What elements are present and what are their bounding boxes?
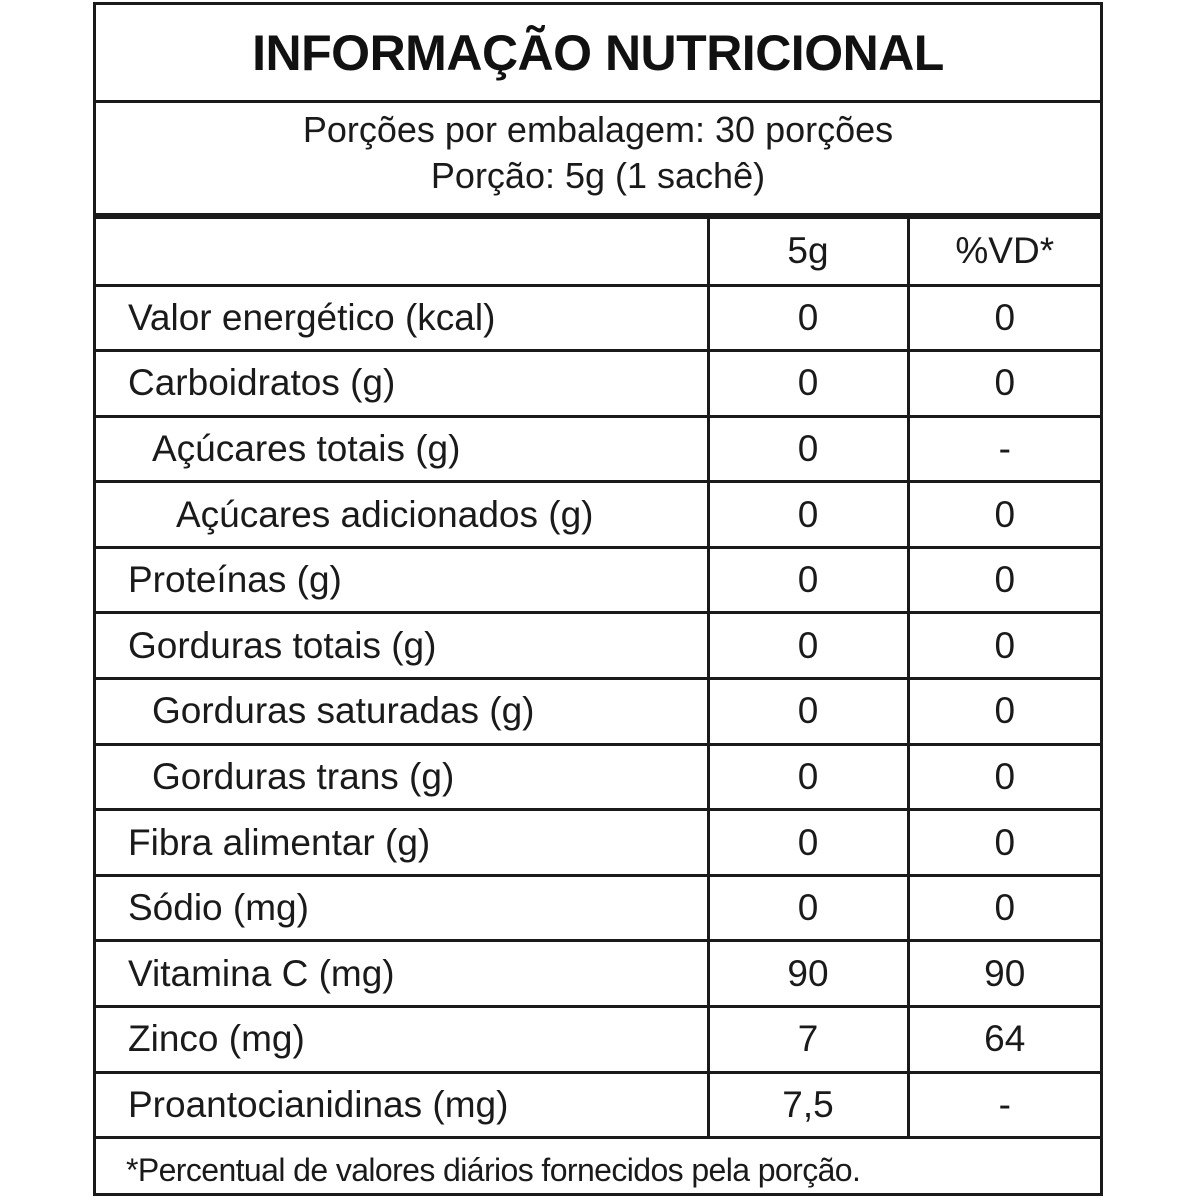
table-row: [96, 941, 1100, 1007]
nutrient-amount: 0: [708, 351, 908, 417]
portion-size: Porção: 5g (1 sachê): [430, 155, 766, 196]
nutrient-daily-value: 0: [908, 351, 1100, 417]
nutrient-amount: 0: [708, 810, 908, 876]
nutrient-amount: 0: [708, 744, 908, 810]
table-row: [96, 744, 1100, 810]
table-row: [96, 547, 1100, 613]
nutrient-amount: 0: [708, 547, 908, 613]
daily-value-footnote: *Percentual de valores diários fornecidos pela porção.: [126, 1151, 861, 1188]
nutrient-name: Gorduras saturadas (g): [96, 679, 708, 745]
nutrient-name: Proantocianidinas (mg): [96, 1072, 708, 1138]
nutrient-name: Valor energético (kcal): [96, 285, 708, 351]
nutrient-name: Carboidratos (g): [96, 351, 708, 417]
table-row: [96, 482, 1100, 548]
table-row: [96, 613, 1100, 679]
nutrition-facts-panel: [93, 2, 1103, 1196]
nutrient-amount: 0: [708, 613, 908, 679]
nutrient-amount: 0: [708, 416, 908, 482]
nutrient-daily-value: 90: [908, 941, 1100, 1007]
table-row: [96, 810, 1100, 876]
table-row: [96, 875, 1100, 941]
table-row: [96, 1007, 1100, 1073]
nutrient-daily-value: 0: [908, 875, 1100, 941]
table-row: [96, 416, 1100, 482]
table-row: [96, 679, 1100, 745]
nutrient-name: Açúcares adicionados (g): [96, 482, 708, 548]
nutrient-name: Sódio (mg): [96, 875, 708, 941]
header-daily-value: %VD*: [908, 219, 1100, 285]
nutrient-name: Vitamina C (mg): [96, 941, 708, 1007]
servings-per-package: Porções por embalagem: 30 porções: [302, 109, 894, 150]
nutrient-name: Gorduras totais (g): [96, 613, 708, 679]
nutrient-daily-value: 0: [908, 744, 1100, 810]
table-row: [96, 1072, 1100, 1138]
nutrient-amount: 90: [708, 941, 908, 1007]
nutrient-daily-value: 0: [908, 482, 1100, 548]
nutrient-daily-value: 64: [908, 1007, 1100, 1073]
nutrient-daily-value: 0: [908, 613, 1100, 679]
nutrient-name: Gorduras trans (g): [96, 744, 708, 810]
nutrient-daily-value: 0: [908, 285, 1100, 351]
serving-info: [96, 103, 1100, 219]
nutrient-amount: 7,5: [708, 1072, 908, 1138]
header-row: [96, 219, 1100, 285]
nutrient-daily-value: -: [908, 416, 1100, 482]
nutrient-daily-value: 0: [908, 547, 1100, 613]
nutrient-amount: 0: [708, 679, 908, 745]
nutrient-amount: 7: [708, 1007, 908, 1073]
nutrient-name: Fibra alimentar (g): [96, 810, 708, 876]
nutrient-daily-value: -: [908, 1072, 1100, 1138]
nutrient-name: Zinco (mg): [96, 1007, 708, 1073]
header-nutrient: [96, 219, 708, 285]
nutrient-amount: 0: [708, 285, 908, 351]
table-row: [96, 285, 1100, 351]
table-title: INFORMAÇÃO NUTRICIONAL: [96, 5, 1100, 103]
header-amount: 5g: [708, 219, 908, 285]
nutrient-daily-value: 0: [908, 679, 1100, 745]
nutrient-daily-value: 0: [908, 810, 1100, 876]
nutrient-amount: 0: [708, 875, 908, 941]
nutrient-name: Açúcares totais (g): [96, 416, 708, 482]
table-row: [96, 351, 1100, 417]
nutrition-table: [96, 219, 1100, 1139]
nutrient-amount: 0: [708, 482, 908, 548]
nutrient-name: Proteínas (g): [96, 547, 708, 613]
